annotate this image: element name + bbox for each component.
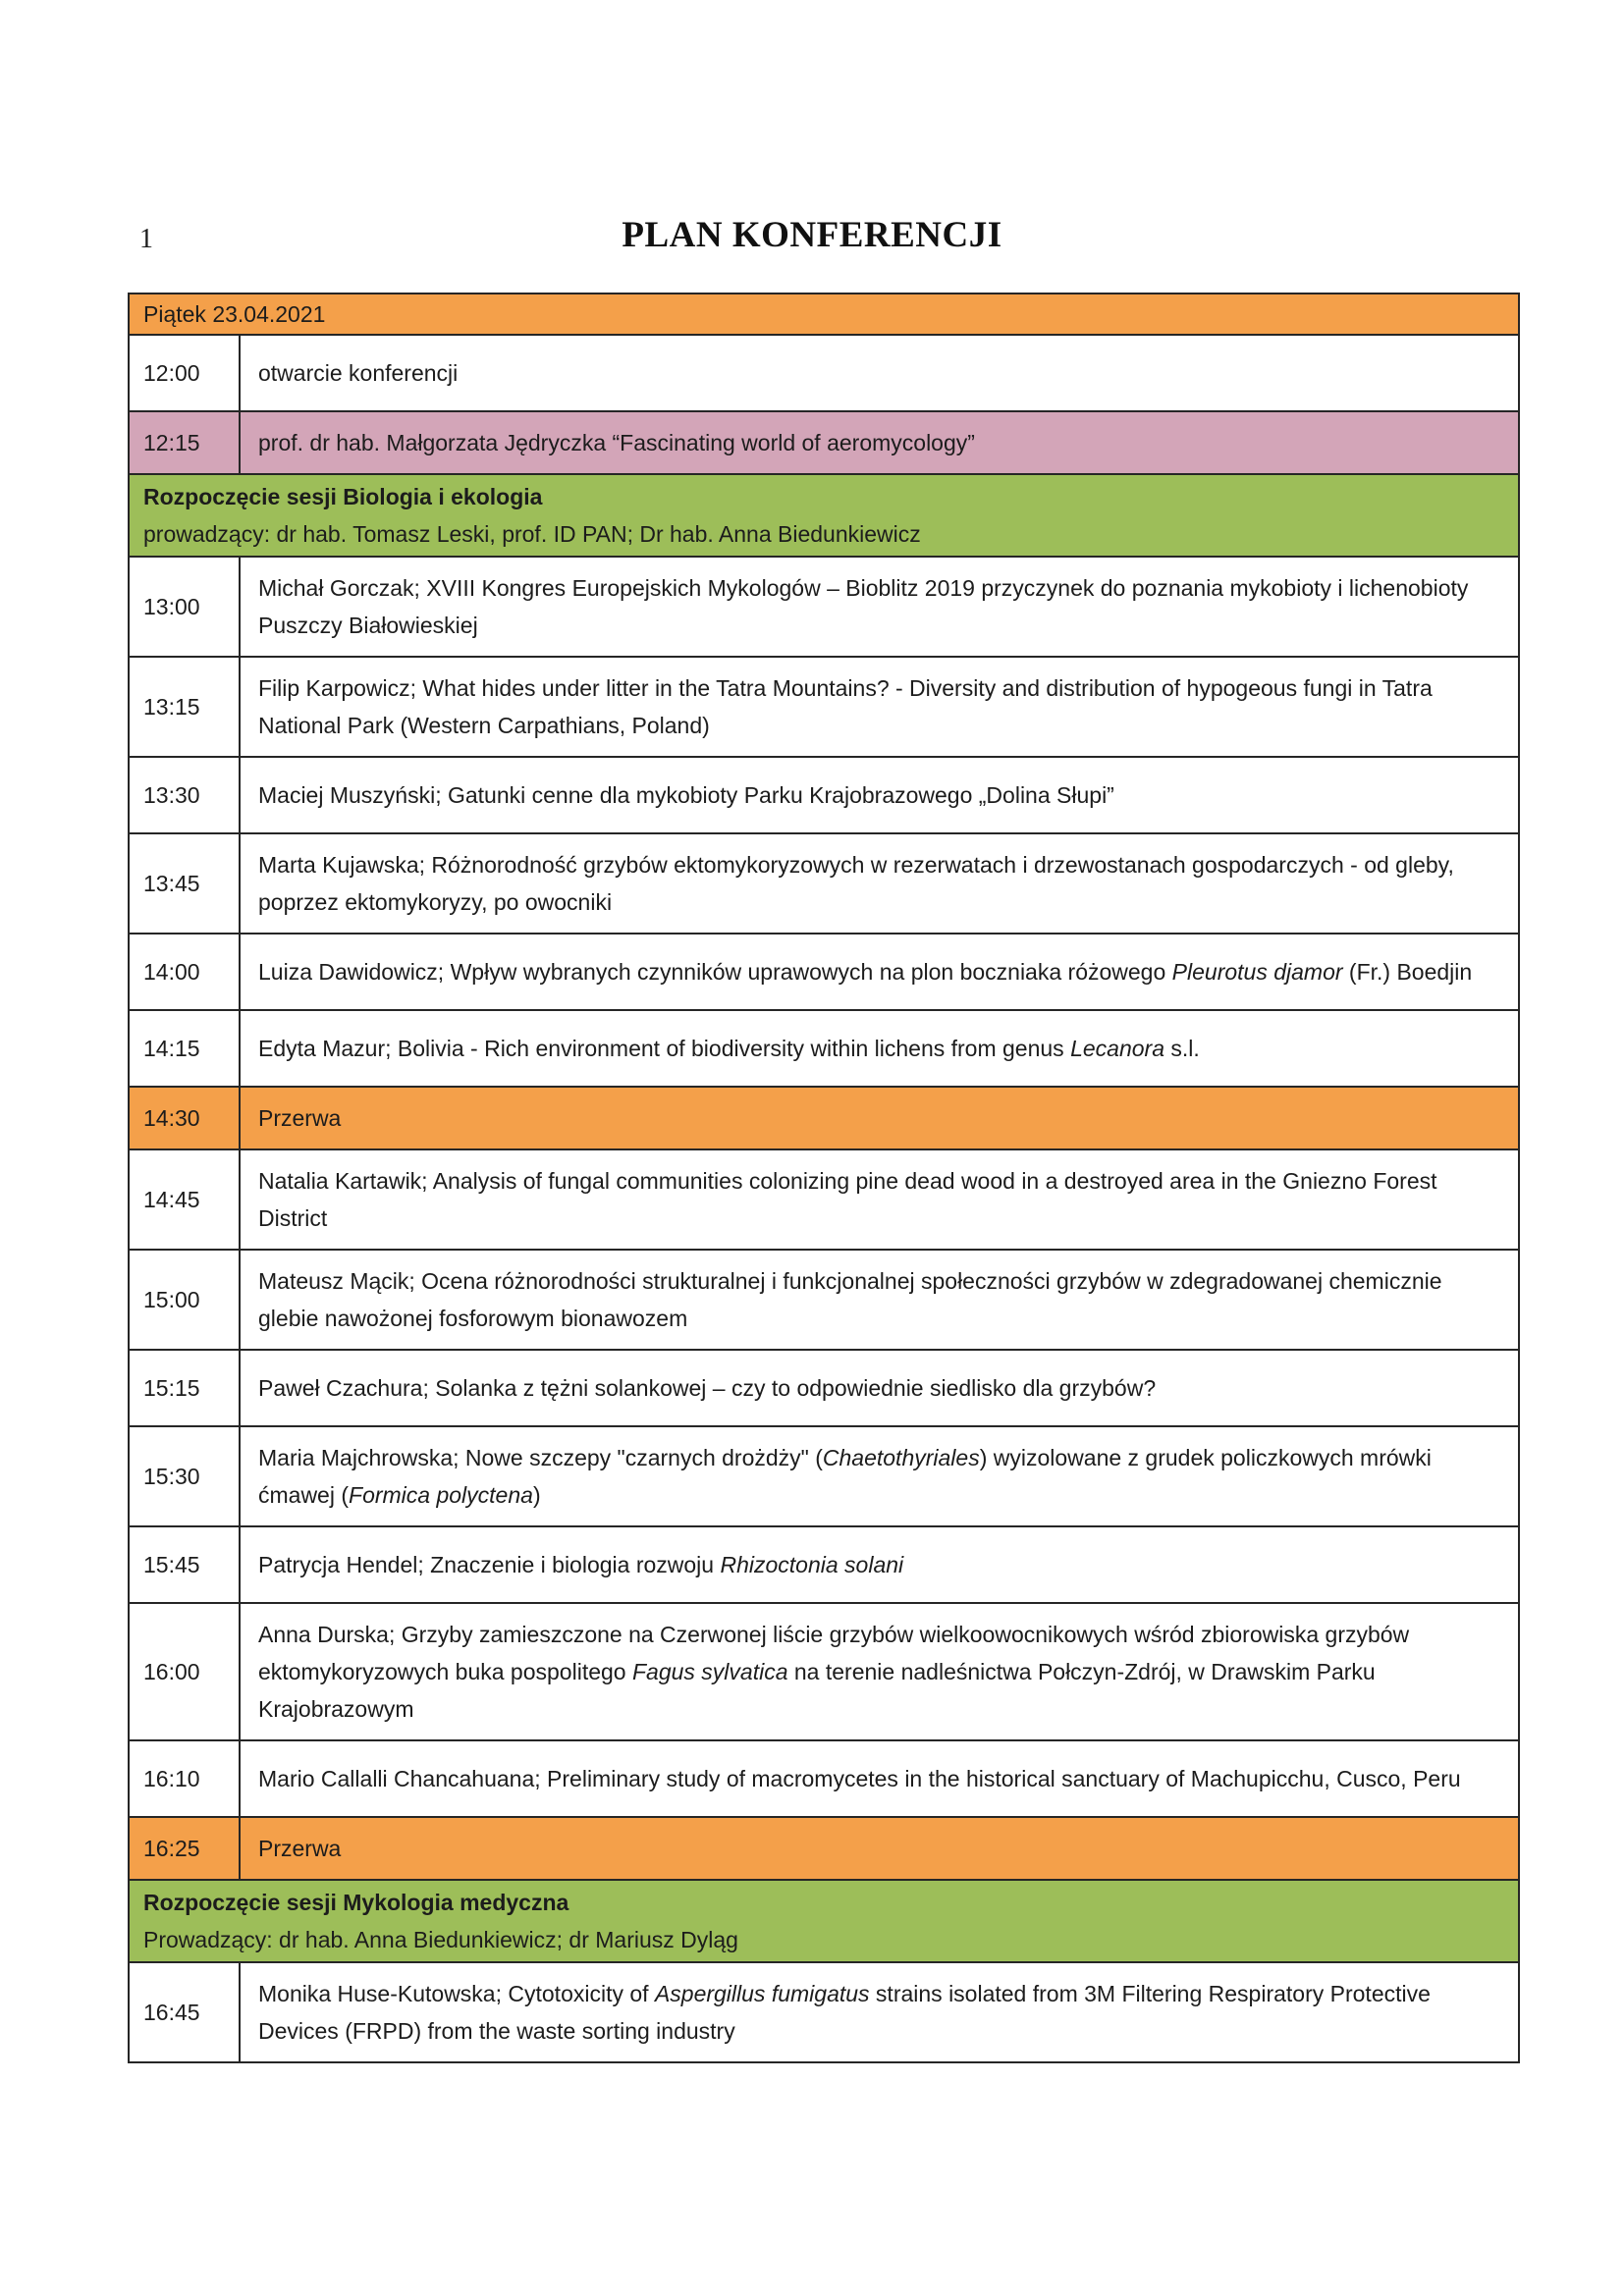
table-row-break bbox=[129, 1817, 1519, 1880]
day-header: Piątek 23.04.2021 bbox=[129, 294, 1519, 335]
talk-text: Przerwa bbox=[258, 1836, 342, 1861]
talk-text: Michał Gorczak; XVIII Kongres Europejskich Mykologów – Bioblitz 2019 przyczynek do poznania mykobioty i lichenobioty Puszczy Białowieskiej bbox=[258, 575, 1469, 638]
talk-text: strains isolated from 3M Filtering Respiratory Protective Devices (FRPD) from the waste sorting industry bbox=[258, 1981, 1431, 2044]
table-row-session bbox=[129, 474, 1519, 557]
talk-description bbox=[240, 1426, 1519, 1526]
talk-text: Maria Majchrowska; Nowe szczepy "czarnych drożdży" ( bbox=[258, 1445, 823, 1470]
talk-text: Anna Durska; Grzyby zamieszczone na Czerwonej liście grzybów wielkoowocnikowych wśród zbiorowiska grzybów ektomykoryzowych buka pospolitego bbox=[258, 1622, 1410, 1684]
time-cell: 12:15 bbox=[129, 411, 240, 474]
talk-description bbox=[240, 657, 1519, 757]
time-cell: 13:00 bbox=[129, 557, 240, 657]
table-row-break bbox=[129, 1087, 1519, 1149]
species-name: Pleurotus djamor bbox=[1171, 959, 1343, 985]
table-row-talk bbox=[129, 1250, 1519, 1350]
session-header bbox=[129, 474, 1519, 557]
talk-text: Patrycja Hendel; Znaczenie i biologia rozwoju bbox=[258, 1552, 721, 1577]
talk-text: Mario Callalli Chancahuana; Preliminary study of macromycetes in the historical sanctuary of Machupicchu, Cusco, Peru bbox=[258, 1766, 1461, 1791]
talk-text: Przerwa bbox=[258, 1105, 342, 1131]
page-title: PLAN KONFERENCJI bbox=[622, 215, 1002, 255]
talk-description bbox=[240, 757, 1519, 833]
table-row-talk bbox=[129, 657, 1519, 757]
talk-text: Natalia Kartawik; Analysis of fungal communities colonizing pine dead wood in a destroyed area in the Gniezno Forest District bbox=[258, 1168, 1437, 1231]
table-row-talk bbox=[129, 1740, 1519, 1817]
talk-text: Luiza Dawidowicz; Wpływ wybranych czynników uprawowych na plon boczniaka różowego bbox=[258, 959, 1172, 985]
talk-text: Monika Huse-Kutowska; Cytotoxicity of bbox=[258, 1981, 655, 2006]
table-row-talk bbox=[129, 1010, 1519, 1087]
time-cell: 14:45 bbox=[129, 1149, 240, 1250]
break-label bbox=[240, 1817, 1519, 1880]
conference-schedule-table bbox=[128, 293, 1520, 2063]
talk-text: ) wyizolowane z grudek policzkowych mrówki ćmawej ( bbox=[258, 1445, 1432, 1508]
talk-description bbox=[240, 557, 1519, 657]
species-name: Lecanora bbox=[1070, 1036, 1164, 1061]
table-row-day bbox=[129, 294, 1519, 335]
break-label bbox=[240, 1087, 1519, 1149]
talk-description bbox=[240, 1962, 1519, 2062]
talk-description bbox=[240, 1350, 1519, 1426]
session-chairs: Prowadzący: dr hab. Anna Biedunkiewicz; dr Mariusz Dyląg bbox=[143, 1927, 738, 1952]
species-name: Chaetothyriales bbox=[822, 1445, 980, 1470]
page-number: 1 bbox=[139, 224, 153, 254]
talk-text: Edyta Mazur; Bolivia - Rich environment of biodiversity within lichens from genus bbox=[258, 1036, 1071, 1061]
talk-description bbox=[240, 934, 1519, 1010]
time-cell: 15:30 bbox=[129, 1426, 240, 1526]
table-row-talk bbox=[129, 1603, 1519, 1740]
species-name: Formica polyctena bbox=[349, 1482, 533, 1508]
time-cell: 13:15 bbox=[129, 657, 240, 757]
talk-text: Filip Karpowicz; What hides under litter in the Tatra Mountains? - Diversity and distribution of hypogeous fungi in Tatra National Park (Western Carpathians, Poland) bbox=[258, 675, 1433, 738]
time-cell: 13:45 bbox=[129, 833, 240, 934]
species-name: Rhizoctonia solani bbox=[720, 1552, 904, 1577]
table-row-talk bbox=[129, 1962, 1519, 2062]
talk-description bbox=[240, 1149, 1519, 1250]
table-row-talk bbox=[129, 1350, 1519, 1426]
talk-description bbox=[240, 1010, 1519, 1087]
time-cell: 16:25 bbox=[129, 1817, 240, 1880]
table-row-talk bbox=[129, 1149, 1519, 1250]
species-name: Fagus sylvatica bbox=[631, 1659, 788, 1684]
time-cell: 16:10 bbox=[129, 1740, 240, 1817]
session-header bbox=[129, 1880, 1519, 1962]
table-row-session bbox=[129, 1880, 1519, 1962]
talk-text: na terenie nadleśnictwa Połczyn-Zdrój, w Drawskim Parku Krajobrazowym bbox=[258, 1659, 1376, 1722]
talk-text: ) bbox=[532, 1482, 541, 1508]
talk-description bbox=[240, 1603, 1519, 1740]
time-cell: 14:00 bbox=[129, 934, 240, 1010]
talk-description bbox=[240, 1250, 1519, 1350]
table-row-keynote bbox=[129, 411, 1519, 474]
talk-text: (Fr.) Boedjin bbox=[1342, 959, 1473, 985]
talk-description bbox=[240, 1526, 1519, 1603]
table-row-talk bbox=[129, 833, 1519, 934]
talk-text: s.l. bbox=[1164, 1036, 1200, 1061]
time-cell: 15:00 bbox=[129, 1250, 240, 1350]
talk-description bbox=[240, 335, 1519, 411]
species-name: Aspergillus fumigatus bbox=[654, 1981, 870, 2006]
talk-text: Mateusz Mącik; Ocena różnorodności strukturalnej i funkcjonalnej społeczności grzybów w zdegradowanej chemicznie glebie nawożonej fosforowym bionawozem bbox=[258, 1268, 1442, 1331]
session-title: Rozpoczęcie sesji Biologia i ekologia bbox=[143, 484, 543, 509]
talk-text: otwarcie konferencji bbox=[258, 360, 459, 386]
talk-text: prof. dr hab. Małgorzata Jędryczka “Fascinating world of aeromycology” bbox=[258, 430, 975, 455]
talk-description bbox=[240, 833, 1519, 934]
time-cell: 14:30 bbox=[129, 1087, 240, 1149]
session-title: Rozpoczęcie sesji Mykologia medyczna bbox=[143, 1890, 569, 1915]
schedule-table-body bbox=[129, 294, 1519, 2062]
table-row-talk bbox=[129, 757, 1519, 833]
table-row-talk bbox=[129, 934, 1519, 1010]
time-cell: 14:15 bbox=[129, 1010, 240, 1087]
time-cell: 12:00 bbox=[129, 335, 240, 411]
session-chairs: prowadzący: dr hab. Tomasz Leski, prof. ID PAN; Dr hab. Anna Biedunkiewicz bbox=[143, 521, 921, 547]
time-cell: 15:15 bbox=[129, 1350, 240, 1426]
time-cell: 16:00 bbox=[129, 1603, 240, 1740]
table-row-talk bbox=[129, 557, 1519, 657]
time-cell: 15:45 bbox=[129, 1526, 240, 1603]
talk-text: Maciej Muszyński; Gatunki cenne dla mykobioty Parku Krajobrazowego „Dolina Słupi” bbox=[258, 782, 1114, 808]
time-cell: 13:30 bbox=[129, 757, 240, 833]
talk-description bbox=[240, 411, 1519, 474]
talk-text: Paweł Czachura; Solanka z tężni solankowej – czy to odpowiednie siedlisko dla grzybów? bbox=[258, 1375, 1157, 1401]
table-row-talk bbox=[129, 335, 1519, 411]
table-row-talk bbox=[129, 1526, 1519, 1603]
talk-text: Marta Kujawska; Różnorodność grzybów ektomykoryzowych w rezerwatach i drzewostanach gospodarczych - od gleby, poprzez ektomykoryzy, po owocniki bbox=[258, 852, 1454, 915]
table-row-talk bbox=[129, 1426, 1519, 1526]
time-cell: 16:45 bbox=[129, 1962, 240, 2062]
talk-description bbox=[240, 1740, 1519, 1817]
